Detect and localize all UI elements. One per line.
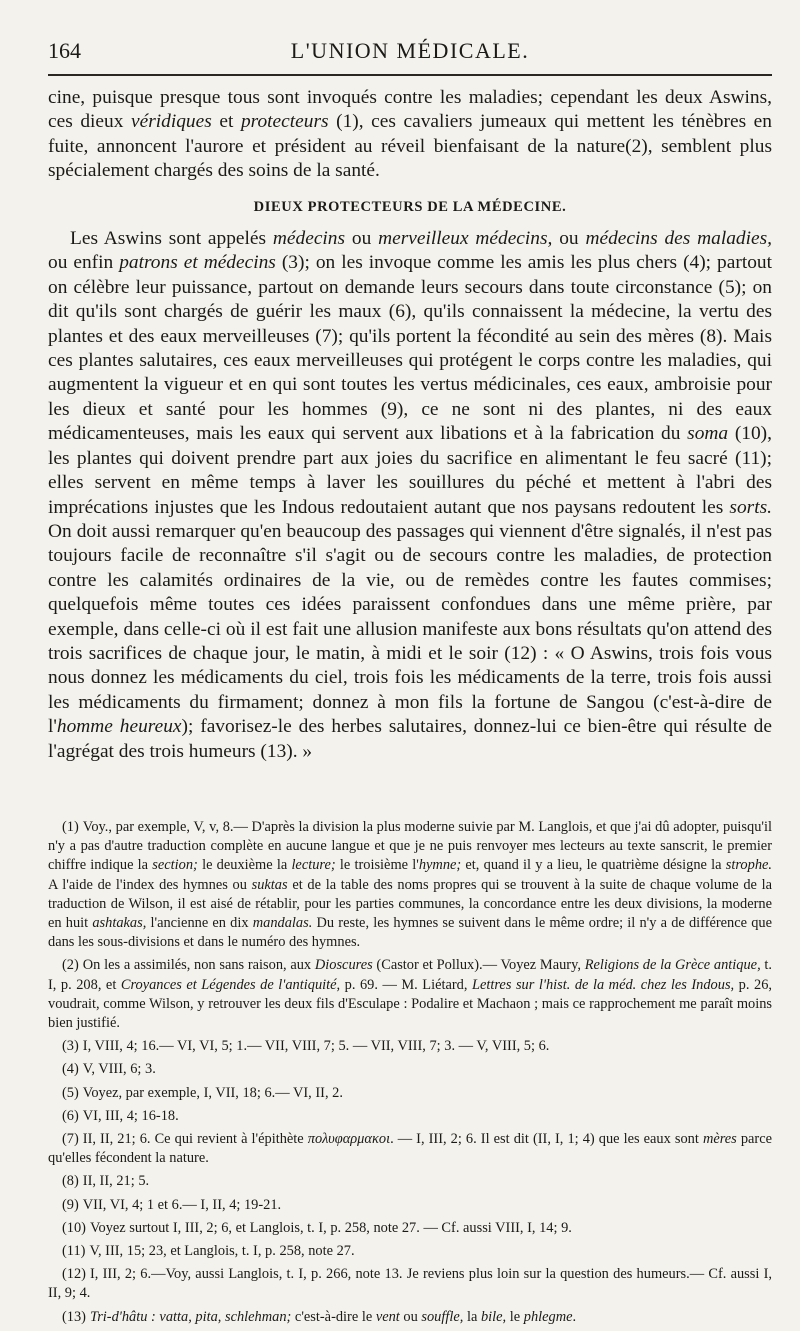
italic-run: merveilleux médecins, — [378, 228, 553, 250]
text-run: ou — [399, 1308, 422, 1325]
italic-run: médecins — [272, 228, 346, 250]
text-run: et, quand il y a lieu, le quatrième désigne la — [461, 857, 726, 874]
footnote-3 — [48, 1037, 772, 1056]
running-head — [48, 38, 772, 70]
footnote-text: Voyez surtout I, III, 2; 6, et Langlois, t. I, p. 258, note 27. — Cf. aussi VIII, I, 14; 9. — [89, 1219, 572, 1236]
footnote-number: (13) — [62, 1308, 86, 1325]
header-rule — [48, 74, 772, 76]
footnote-text: VI, III, 4; 16-18. — [82, 1107, 179, 1124]
italic-run: soma — [687, 423, 729, 445]
italic-run: mères — [702, 1131, 737, 1148]
italic-run: homme heureux — [56, 716, 182, 738]
italic-run: hymne; — [418, 857, 462, 874]
text-run: et — [211, 111, 241, 133]
text-run: A l'aide de l'index des hymnes ou — [48, 876, 252, 893]
text-run: parce qu'elles fécondent la nature. — [48, 1131, 772, 1167]
italic-run: Dioscures — [314, 957, 373, 974]
footnote-number: (3) — [62, 1038, 79, 1055]
footnote-number: (7) — [62, 1131, 79, 1148]
page-number: 164 — [48, 38, 81, 63]
footnotes — [48, 818, 772, 1331]
footnote-7 — [48, 1130, 772, 1168]
footnote-1 — [48, 818, 772, 952]
italic-run: strophe. — [725, 857, 773, 874]
text-run: ou — [552, 228, 586, 250]
text-run: On doit aussi remarquer qu'en beaucoup des passages qui viennent d'être signalés, il n'est pas toujours facile de reconnaître s'il s'agit ou de secours contre les maladies, de protection contre les calamités ordinaires de la vie, ou de remèdes contre les fautes commises; quelquefois même toutes ces idées paraissent confondues dans une même prière, par exemple, dans celle-ci où il est fait une allusion manifeste aux bons résultats qu'on attend des trois sacrifices de chaque jour, le matin, à midi et le soir (12) : « O Aswins, trois fois vous nous donnez les médicaments du ciel, trois fois les médicaments de la terre, trois fois aussi les médicaments du firmament; donnez à mon fils la fortune de Sangou (c'est-à-dire de l' — [48, 520, 772, 738]
text-run: le troisième l' — [335, 857, 419, 874]
italic-run: suktas — [251, 876, 288, 893]
italic-run: ashtakas, — [92, 915, 147, 932]
footnote-number: (10) — [62, 1219, 86, 1236]
footnote-2 — [48, 956, 772, 1033]
text-run: cine, puisque presque tous sont invoqués contre les maladies; cependant les deux Aswins, ces dieux — [48, 87, 772, 133]
footnote-number: (4) — [62, 1061, 79, 1078]
text-run: II, II, 21; 6. Ce qui revient à l'épithète — [82, 1131, 308, 1148]
italic-run: médecins des maladies, — [585, 228, 772, 250]
footnote-text: II, II, 21; 5. — [82, 1173, 150, 1190]
text-run: ); favorisez-le des herbes salutaires, donnez-lui ce bien-être qui résulte de l'agrégat des trois humeurs (13). » — [48, 716, 772, 762]
text-run: (10), les plantes qui doivent prendre part aux joies du sacrifice en alimentant le feu sacré (11); elles servent en même temps à laver les souillures du péché et mettent à l'abri des imprécations injustes que les Indous redoutaient autant que nos paysans redoutent les — [48, 423, 772, 518]
italic-run: sorts. — [729, 496, 772, 518]
text-run: ou enfin — [48, 252, 120, 274]
footnote-12 — [48, 1265, 772, 1303]
main-paragraph — [48, 227, 772, 764]
footnote-number: (6) — [62, 1107, 79, 1124]
italic-run: Lettres sur l'hist. de la méd. chez les Indous, — [471, 976, 735, 993]
text-run: Les Aswins sont appelés — [70, 228, 273, 250]
footnote-10 — [48, 1219, 772, 1238]
text-run: . — I, III, 2; 6. Il est dit (II, I, 1; 4) que les eaux sont — [390, 1131, 703, 1148]
footnote-number: (11) — [62, 1243, 86, 1260]
section-heading: DIEUX PROTECTEURS DE LA MÉDECINE. — [253, 198, 567, 215]
italic-run: patrons et médecins — [119, 252, 276, 274]
footnote-text: Voyez, par exemple, I, VII, 18; 6.— VI, II, 2. — [82, 1084, 343, 1101]
footnote-6 — [48, 1107, 772, 1126]
text-run: c'est-à-dire le — [291, 1308, 376, 1325]
text-run: t. I, p. 208, et — [48, 957, 772, 993]
italic-run: Tri-d'hâtu : vatta, pita, schlehman; — [89, 1308, 292, 1325]
footnote-text: I, VIII, 4; 16.— VI, VI, 5; 1.— VII, VIII, 7; 5. — VII, VIII, 7; 3. — V, VIII, 5; 6. — [82, 1038, 550, 1055]
footnote-text: V, VIII, 6; 3. — [82, 1061, 156, 1078]
journal-title: L'UNION MÉDICALE. — [290, 38, 530, 63]
footnote-number: (8) — [62, 1173, 79, 1190]
footnote-8 — [48, 1172, 772, 1191]
text-run: Voy., par exemple, V, v, 8.— D'après la division la plus moderne suivie par M. Langlois, et que j'ai dû adopter, puisqu'il n'y a pas d'autre traduction complète en aucune langue et que je ne puis renvoyer mes lecteurs au texte sanscrit, le premier chiffre indique la — [48, 819, 772, 874]
text-run: . — [572, 1308, 577, 1325]
footnote-text: V, III, 15; 23, et Langlois, t. I, p. 258, note 27. — [89, 1243, 355, 1260]
italic-run: véridiques — [131, 111, 212, 133]
text-run: Du reste, les hymnes se suivent dans le même ordre; il n'y a de différence que dans les sous-divisions et dans le numéro des hymnes. — [48, 915, 772, 951]
text-run: p. 69. — M. Liétard, — [340, 976, 472, 993]
footnote-number: (2) — [62, 957, 79, 974]
text-run: et de la table des noms propres qui se trouvent à la suite de chaque volume de la traduction de Wilson, il est aisé de rétablir, pour les parties communes, la concordance entre les deux divisions, la moderne en huit — [48, 876, 772, 932]
footnote-number: (12) — [62, 1266, 86, 1283]
text-run: la — [463, 1308, 481, 1325]
text-run: (3); on les invoque comme les amis les plus chers (4); partout on célèbre leur puissance, partout on demande leurs secours dans toute circonstance (5); on dit qu'ils sont chargés de guérir les maux (6), qu'ils connaissent la médecine, la vertu des plantes et des eaux merveilleuses (7); qu'ils portent la fécondité au sein des mères (8). Mais ces plantes salutaires, ces eaux merveilleuses qui protégent le corps contre les maladies, qui augmentent la vigueur et en qui sont toutes les vertus médicinales, ces eaux, ambroisie pour les dieux et santé pour les hommes (9), ce ne sont ni des plantes, ni des eaux médicamenteuses, mais les eaux qui servent aux libations et à la fabrication du — [48, 252, 772, 445]
text-run: l'ancienne en dix — [146, 915, 253, 932]
footnote-text: I, III, 2; 6.—Voy, aussi Langlois, t. I, p. 266, note 13. Je reviens plus loin sur la question des humeurs.— Cf. aussi I, II, 9; 4. — [48, 1266, 772, 1302]
intro-paragraph — [48, 86, 772, 184]
italic-run: souffle, — [421, 1308, 464, 1325]
text-run: (Castor et Pollux).— Voyez Maury, — [372, 957, 585, 974]
footnote-11 — [48, 1242, 772, 1261]
footnote-5 — [48, 1084, 772, 1103]
footnote-number: (1) — [62, 819, 79, 835]
italic-run: vent — [375, 1308, 400, 1325]
footnote-text: VII, VI, 4; 1 et 6.— I, II, 4; 19-21. — [82, 1196, 282, 1213]
italic-run: phlegme — [523, 1308, 573, 1325]
italic-run: protecteurs — [240, 111, 329, 133]
text-run: p. 26, voudrait, comme Wilson, y retrouver les deux fils d'Esculape : Podalire et Machaon ; mais ce rapprochement me paraît moins bien justifié. — [48, 976, 772, 1032]
italic-run: section; — [152, 857, 198, 874]
text-run: le deuxième la — [197, 857, 292, 874]
text-run: le — [506, 1308, 524, 1325]
body-text — [48, 86, 772, 764]
italic-run: Religions de la Grèce antique, — [584, 957, 761, 974]
italic-run: mandalas. — [252, 915, 313, 932]
italic-run: bile, — [480, 1308, 507, 1325]
footnote-number: (5) — [62, 1084, 79, 1101]
greek-epithet: πολυφαρμακοι — [307, 1131, 391, 1148]
text-run: (1), ces cavaliers jumeaux qui mettent les ténèbres en fuite, annoncent l'aurore et président au réveil bienfaisant de la nature(2), semblent plus spécialement chargés des soins de la santé. — [48, 111, 772, 182]
footnote-4 — [48, 1060, 772, 1079]
footnote-number: (9) — [62, 1196, 79, 1213]
text-run: On les a assimilés, non sans raison, aux — [82, 957, 315, 974]
text-run: ou — [345, 228, 379, 250]
italic-run: lecture; — [291, 857, 336, 874]
footnote-9 — [48, 1196, 772, 1215]
italic-run: Croyances et Légendes de l'antiquité, — [120, 976, 341, 993]
footnote-13 — [48, 1308, 772, 1327]
